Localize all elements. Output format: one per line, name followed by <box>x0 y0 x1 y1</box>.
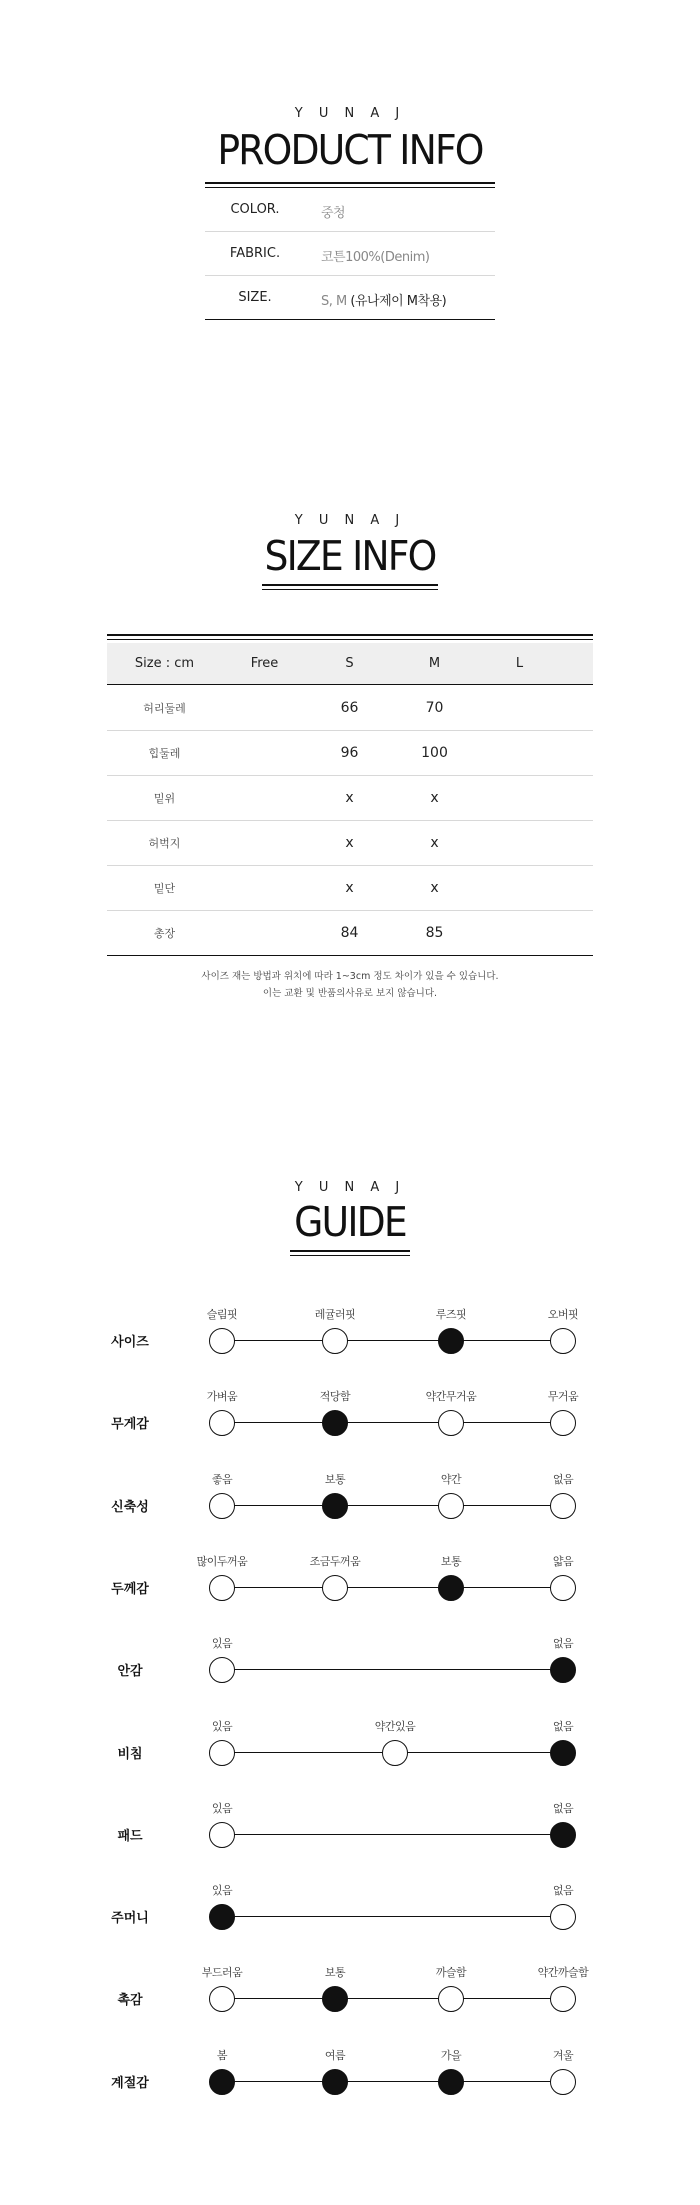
guide-dot <box>550 1328 576 1354</box>
guide-option-label: 슬림핏 <box>206 1308 238 1321</box>
guide-option-label: 많이두꺼움 <box>196 1554 248 1568</box>
guide-dot <box>209 1328 235 1354</box>
product-info-row-fabric <box>205 232 495 276</box>
guide-dot <box>322 1328 348 1354</box>
product-info-row-size <box>205 276 495 320</box>
guide-option-label: 까슬함 <box>435 1966 467 1980</box>
guide-option-label: 없음 <box>552 1472 574 1486</box>
product-info-label: FABRIC. <box>229 246 281 261</box>
guide-row-label: 비침 <box>117 1746 143 1762</box>
table-row <box>107 686 593 731</box>
cell-l <box>477 821 562 865</box>
guide-option-label: 오버핏 <box>547 1308 579 1321</box>
cell-free <box>222 686 307 730</box>
guide-option-label: 있음 <box>211 1884 233 1898</box>
guide-dot <box>322 1575 348 1601</box>
guide-row-label: 두께감 <box>111 1581 149 1597</box>
guide-option-label: 약간무거움 <box>425 1390 477 1404</box>
product-info-title: PRODUCT INFO <box>217 126 483 174</box>
guide-option-label: 없음 <box>552 1637 574 1651</box>
guide-scale-line <box>222 1587 563 1588</box>
column-header-l: L <box>515 656 524 671</box>
guide-option-label: 약간 <box>440 1472 462 1486</box>
size-table-top-rule-thin <box>107 639 593 640</box>
cell-l <box>477 731 562 775</box>
guide-option-label: 루즈핏 <box>435 1308 467 1321</box>
product-info-value: 중청 <box>321 206 346 221</box>
guide-option-label: 가을 <box>440 2048 462 2062</box>
row-label: 힙둘레 <box>148 747 181 760</box>
cell-m: x <box>430 880 439 896</box>
column-header-free: Free <box>250 656 279 671</box>
cell-free <box>222 776 307 820</box>
product-info-value <box>321 290 446 309</box>
guide-row-label: 신축성 <box>111 1499 149 1515</box>
guide-title-underline <box>290 1250 410 1252</box>
guide-row-label: 주머니 <box>111 1911 149 1927</box>
guide-scale-line <box>222 1998 563 1999</box>
guide-title: GUIDE <box>294 1198 406 1246</box>
cell-m: 100 <box>421 745 448 761</box>
guide-option-label: 적당함 <box>319 1390 351 1404</box>
guide-option-label: 약간있음 <box>374 1719 416 1733</box>
size-table-header <box>107 643 593 685</box>
guide-row-label: 패드 <box>117 1828 143 1844</box>
cell-m: 85 <box>425 925 444 941</box>
guide-dot <box>550 1986 576 2012</box>
guide-dot-selected <box>322 2069 348 2095</box>
guide-option-label: 약간까슬함 <box>537 1966 589 1980</box>
guide-option-label: 보통 <box>324 1966 346 1980</box>
cell-free <box>222 731 307 775</box>
product-info-row-color <box>205 188 495 232</box>
guide-row-label: 사이즈 <box>111 1335 149 1350</box>
guide-option-label: 얇음 <box>552 1554 574 1568</box>
cell-free <box>222 911 307 955</box>
guide-option-label: 있음 <box>211 1637 233 1651</box>
guide-dot-selected <box>550 1657 576 1683</box>
cell-free <box>222 866 307 910</box>
cell-m: x <box>430 790 439 806</box>
cell-s: 96 <box>340 745 359 761</box>
product-info-brand: Y U N A J <box>294 106 406 121</box>
cell-s: 84 <box>340 925 359 941</box>
guide-dot <box>209 1740 235 1766</box>
cell-l <box>477 911 562 955</box>
guide-option-label: 보통 <box>324 1472 346 1486</box>
guide-dot-selected <box>322 1986 348 2012</box>
guide-dot <box>550 2069 576 2095</box>
guide-row-label: 안감 <box>117 1664 143 1680</box>
guide-brand: Y U N A J <box>294 1180 406 1195</box>
row-label: 총장 <box>153 927 176 940</box>
size-info-title: SIZE INFO <box>264 532 436 580</box>
guide-scale-line <box>222 1505 563 1506</box>
product-info-label: SIZE. <box>238 290 272 305</box>
guide-dot-selected <box>209 2069 235 2095</box>
guide-row-label: 계절감 <box>111 2075 149 2091</box>
guide-dot <box>209 1822 235 1848</box>
cell-s: x <box>345 835 354 851</box>
guide-dot <box>550 1493 576 1519</box>
guide-option-label: 여름 <box>324 2048 346 2062</box>
cell-l <box>477 866 562 910</box>
guide-scale-line <box>222 1834 563 1835</box>
guide-scale-line <box>222 1422 563 1423</box>
size-value-note: (유나제이 M착용) <box>350 294 447 309</box>
guide-dot-selected <box>438 1575 464 1601</box>
size-info-title-underline <box>262 584 438 586</box>
guide-scale-line <box>222 1669 563 1670</box>
size-note-line: 이는 교환 및 반품의사유로 보지 않습니다. <box>262 988 438 999</box>
guide-dot-selected <box>550 1822 576 1848</box>
cell-m: 70 <box>425 700 444 716</box>
cell-m: x <box>430 835 439 851</box>
size-note-line: 사이즈 재는 방법과 위치에 따라 1~3cm 정도 차이가 있을 수 있습니다. <box>201 971 499 982</box>
guide-option-label: 보통 <box>440 1554 462 1568</box>
guide-scale-line <box>222 1340 563 1341</box>
table-row <box>107 911 593 956</box>
column-header-m: M <box>428 656 441 671</box>
guide-option-label: 없음 <box>552 1719 574 1733</box>
guide-dot-selected <box>322 1410 348 1436</box>
table-row <box>107 821 593 866</box>
guide-option-label: 있음 <box>211 1801 233 1815</box>
guide-option-label: 없음 <box>552 1801 574 1815</box>
guide-scale-line <box>222 2081 563 2082</box>
guide-scale-line <box>222 1916 563 1917</box>
product-info-label: COLOR. <box>230 202 280 217</box>
row-label: 허벅지 <box>148 837 181 850</box>
product-info-divider <box>205 182 495 184</box>
guide-option-label: 가벼움 <box>206 1390 238 1404</box>
guide-dot <box>550 1410 576 1436</box>
guide-dot <box>209 1410 235 1436</box>
guide-option-label: 조금두꺼움 <box>309 1554 361 1568</box>
guide-option-label: 겨울 <box>552 2048 574 2062</box>
guide-dot <box>550 1575 576 1601</box>
cell-free <box>222 821 307 865</box>
table-row <box>107 776 593 821</box>
size-value: S, M <box>321 294 351 309</box>
cell-l <box>477 686 562 730</box>
guide-option-label: 없음 <box>552 1884 574 1898</box>
guide-dot <box>550 1904 576 1930</box>
guide-dot <box>438 1986 464 2012</box>
column-header-s: S <box>345 656 354 671</box>
guide-option-label: 레귤러핏 <box>314 1308 356 1321</box>
size-note <box>0 968 700 1002</box>
table-row <box>107 866 593 911</box>
table-row <box>107 731 593 776</box>
guide-row-label: 무게감 <box>111 1417 149 1433</box>
guide-option-label: 좋음 <box>211 1472 233 1486</box>
guide-dot <box>438 1410 464 1436</box>
column-header-size: Size : cm <box>134 656 195 671</box>
guide-dot <box>382 1740 408 1766</box>
guide-dot-selected <box>438 1328 464 1354</box>
guide-dot-selected <box>550 1740 576 1766</box>
guide-option-label: 봄 <box>216 2048 228 2062</box>
size-info-title-underline-thin <box>262 589 438 590</box>
guide-dot <box>209 1493 235 1519</box>
cell-s: x <box>345 790 354 806</box>
size-info-brand: Y U N A J <box>294 513 406 528</box>
guide-dot <box>209 1575 235 1601</box>
guide-dot <box>209 1986 235 2012</box>
guide-option-label: 부드러움 <box>201 1966 243 1980</box>
guide-dot <box>438 1493 464 1519</box>
guide-title-underline-thin <box>290 1255 410 1256</box>
cell-l <box>477 776 562 820</box>
size-table-top-rule <box>107 634 593 636</box>
guide-option-label: 무거움 <box>547 1390 579 1404</box>
guide-row-label: 촉감 <box>117 1993 143 2009</box>
row-label: 밑위 <box>153 792 176 805</box>
guide-dot-selected <box>209 1904 235 1930</box>
guide-dot <box>209 1657 235 1683</box>
row-label: 밑단 <box>153 882 176 895</box>
row-label: 허리둘레 <box>143 702 186 715</box>
product-info-value: 코튼100%(Denim) <box>321 250 430 265</box>
cell-s: 66 <box>340 700 359 716</box>
guide-option-label: 있음 <box>211 1719 233 1733</box>
guide-dot-selected <box>322 1493 348 1519</box>
guide-dot-selected <box>438 2069 464 2095</box>
cell-s: x <box>345 880 354 896</box>
